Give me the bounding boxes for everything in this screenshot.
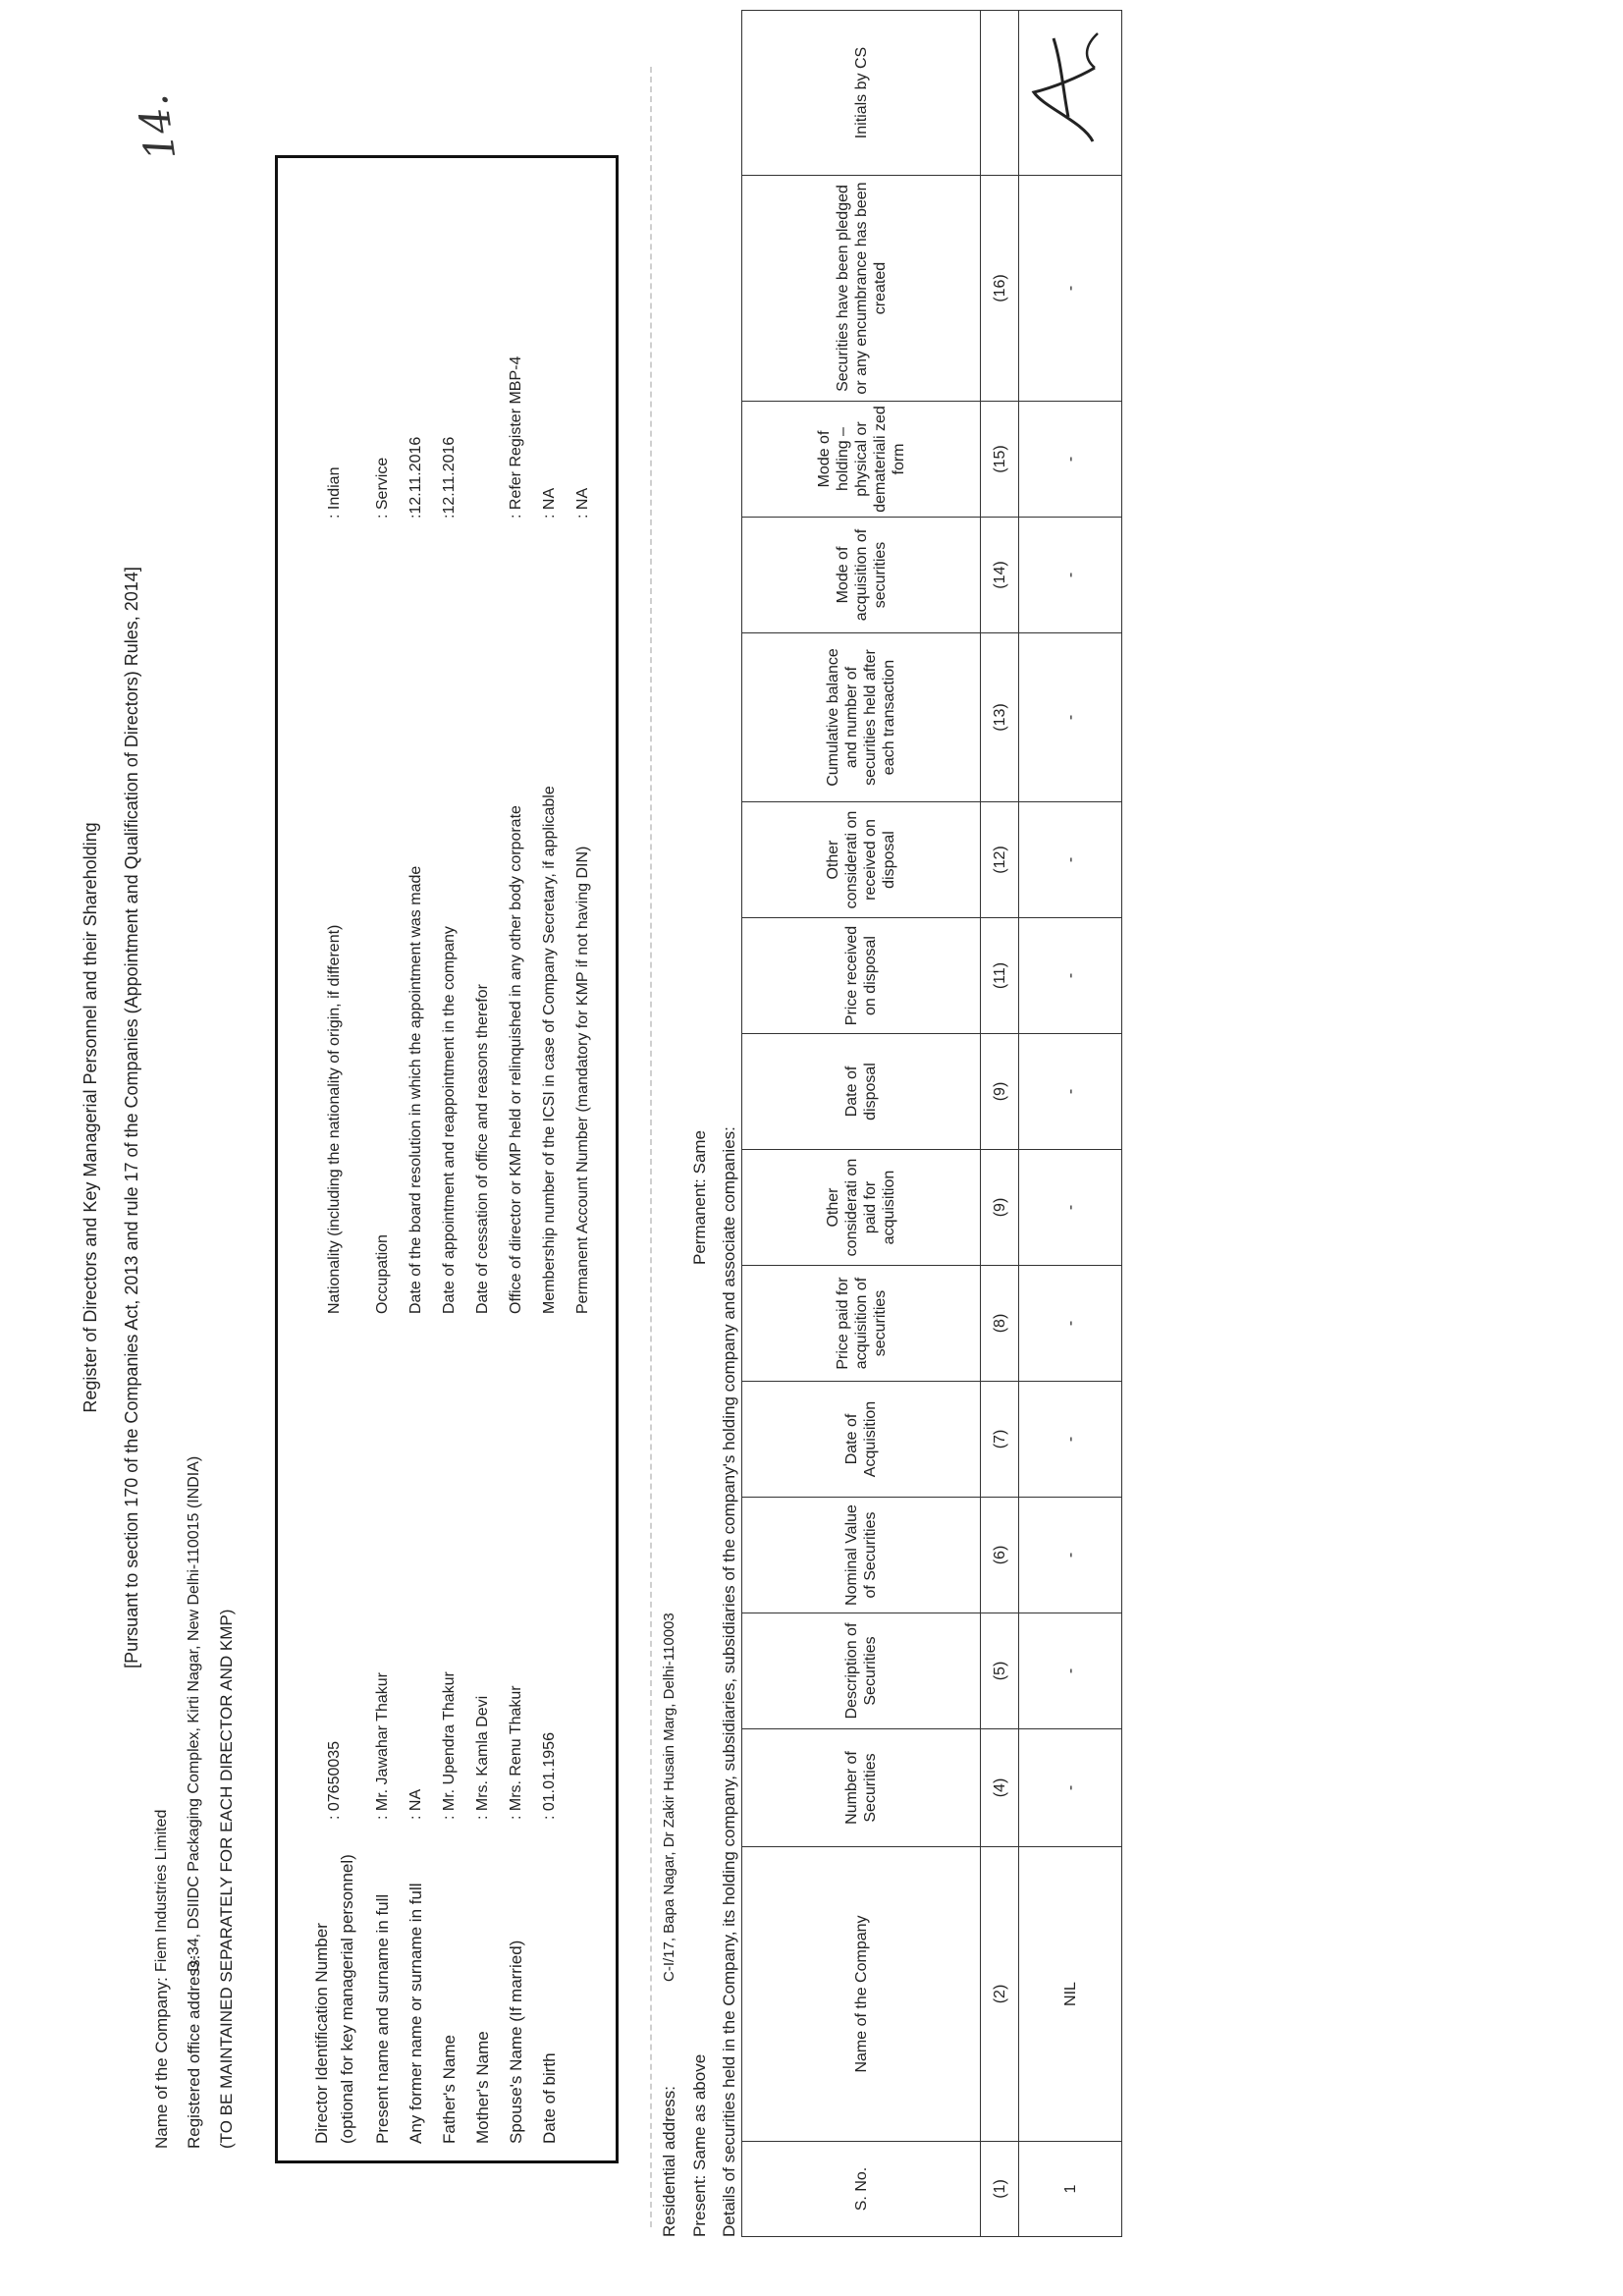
column-number [981,11,1019,176]
header-cell: Initials by CS [742,11,981,176]
table-cell: - [1019,402,1122,518]
register-title: Register of Directors and Key Managerial Personnel and their Shareholding [81,822,100,1413]
residential-address-label: Residential address: [660,2085,678,2237]
handwritten-initials-signature [1024,24,1112,161]
column-number: (16) [981,176,1019,402]
column-number: (1) [981,2142,1019,2237]
column-number: (5) [981,1613,1019,1729]
permanent-address: Permanent: Same [690,1129,709,1265]
table-cell: - [1019,176,1122,402]
father-name-value: : Mr. Upendra Thakur [441,1671,458,1820]
dob-value: : 01.01.1956 [541,1732,558,1820]
nationality-value: : Indian [326,466,343,519]
table-cell: - [1019,1382,1122,1498]
handwritten-page-number: 14. [128,91,186,164]
nationality-label: Nationality (including the nationality of origin, if different) [326,924,343,1314]
spouse-name-label: Spouse's Name (If married) [507,1940,525,2144]
header-cell: Date of Acquisition [742,1382,981,1498]
present-address: Present: Same as above [690,2053,709,2237]
cessation-label: Date of cessation of office and reasons therefor [474,984,491,1314]
table-cell: - [1019,802,1122,918]
pan-value: : NA [574,487,591,519]
securities-caption: Details of securities held in the Company, its holding company, subsidiaries, subsidiaries of the company's holding company and associate companies: [720,1126,738,2237]
din-label-note: (optional for key managerial personnel) [338,1854,356,2144]
column-number-row [981,11,1019,2237]
column-number: (9) [981,1034,1019,1150]
other-office-label: Office of director or KMP held or relinquished in any other body corporate [508,805,524,1314]
table-cell: 1 [1019,2142,1122,2237]
header-cell: Other considerati on received on disposal [742,802,981,918]
board-resolution-label: Date of the board resolution in which the appointment was made [407,865,424,1314]
header-cell: Name of the Company [742,1847,981,2142]
present-name-value: : Mr. Jawahar Thakur [374,1672,391,1820]
column-number: (15) [981,402,1019,518]
column-number: (11) [981,918,1019,1034]
pan-label: Permanent Account Number (mandatory for KMP if not having DIN) [574,846,591,1314]
occupation-label: Occupation [374,1234,391,1314]
header-cell: Cumulative balance and number of securities held after each transaction [742,633,981,802]
company-name-value: Fiem Industries Limited [153,1809,170,1972]
table-header-row [742,11,981,2237]
scan-fold-line [650,67,652,2227]
securities-table [741,10,1122,2237]
header-cell: Mode of acquisition of securities [742,518,981,633]
mother-name-label: Mother's Name [473,2031,492,2144]
header-cell: Securities have been pledged or any encumbrance has been created [742,176,981,402]
table-cell: - [1019,1034,1122,1150]
former-name-value: : NA [407,1788,424,1820]
spouse-name-value: : Mrs. Renu Thakur [508,1685,524,1820]
column-number: (6) [981,1498,1019,1613]
column-number: (7) [981,1382,1019,1498]
icsi-value: : NA [541,487,558,519]
header-cell: Mode of holding – physical or demateriali zed form [742,402,981,518]
register-subtitle: [Pursuant to section 170 of the Companies Act, 2013 and rule 17 of the Companies (Appointment and Qualification of Directors) Rules, 2014] [122,567,141,1668]
mother-name-value: : Mrs. Kamla Devi [474,1695,491,1820]
table-cell: - [1019,918,1122,1034]
header-cell: Price paid for acquisition of securities [742,1266,981,1382]
header-cell: Nominal Value of Securities [742,1498,981,1613]
column-number: (8) [981,1266,1019,1382]
header-cell: Price received on disposal [742,918,981,1034]
column-number: (2) [981,1847,1019,2142]
dob-label: Date of birth [540,2052,559,2144]
din-value: : 07650035 [326,1740,343,1820]
header-cell: S. No. [742,2142,981,2237]
column-number: (14) [981,518,1019,633]
header-cell: Number of Securities [742,1729,981,1847]
present-name-label: Present name and surname in full [373,1893,392,2144]
header-cell: Other considerati on paid for acquisition [742,1150,981,1266]
column-number: (9) [981,1150,1019,1266]
appointment-date-label: Date of appointment and reappointment in the company [441,926,458,1314]
column-number: (4) [981,1729,1019,1847]
table-cell: NIL [1019,1847,1122,2142]
appointment-date-value: :12.11.2016 [441,436,458,519]
office-address-value: D-34, DSIIDC Packaging Complex, Kirti Nagar, New Delhi-110015 (INDIA) [186,1455,202,1972]
column-number: (12) [981,802,1019,918]
header-cell: Date of disposal [742,1034,981,1150]
table-cell: - [1019,1729,1122,1847]
column-number: (13) [981,633,1019,802]
table-cell: - [1019,633,1122,802]
board-resolution-value: :12.11.2016 [407,436,424,519]
header-cell: Description of Securities [742,1613,981,1729]
maintenance-note: (TO BE MAINTAINED SEPARATELY FOR EACH DIRECTOR AND KMP) [217,1609,236,2149]
icsi-label: Membership number of the ICSI in case of Company Secretary, if applicable [541,786,558,1314]
din-label: Director Identification Number [312,1923,331,2144]
former-name-label: Any former name or surname in full [406,1883,425,2144]
father-name-label: Father's Name [440,2035,459,2144]
table-cell: - [1019,518,1122,633]
residential-address-value: C-I/17, Bapa Nagar, Dr Zakir Husain Marg, Delhi-110003 [661,1613,677,1982]
table-row [1019,11,1122,2237]
occupation-value: : Service [374,457,391,519]
company-name-label: Name of the Company: [152,1977,171,2149]
office-address-label: Registered office address: [185,1954,203,2149]
table-cell: - [1019,1498,1122,1613]
other-office-value: : Refer Register MBP-4 [508,355,524,519]
initials-cell [1019,11,1122,176]
table-cell: - [1019,1150,1122,1266]
table-cell: - [1019,1266,1122,1382]
table-cell: - [1019,1613,1122,1729]
